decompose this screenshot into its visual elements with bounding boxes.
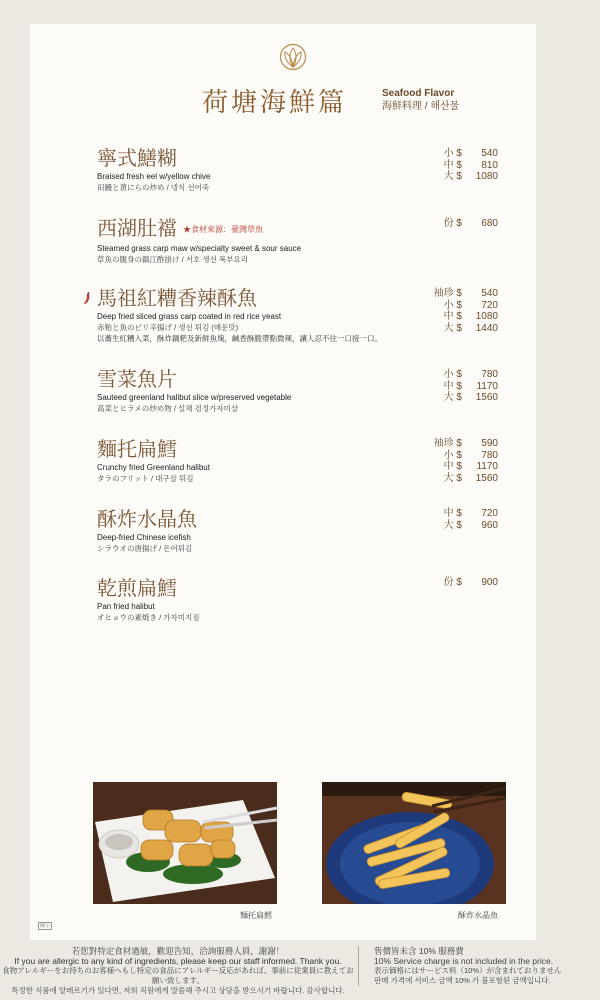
price-size: 份 $ [443,577,462,588]
service-charge-notice [374,946,594,986]
dish-name: 乾煎扁鱈 [97,576,177,600]
price-value: 960 [481,519,498,531]
price-size: 大 $ [443,472,462,484]
dish-name-jp-kr: 高菜とヒラメの炒め物 / 설채 검정가자미살 [97,404,239,413]
price-list [428,218,498,230]
price-size: 小 $ [443,148,462,159]
price-value: 540 [481,288,498,299]
price-value: 1560 [475,472,498,484]
service-charge-jp: 表示価格にはサービス料（10%）が含まれておりません [374,966,562,975]
price-value: 680 [481,218,498,229]
dish-name: 馬祖紅糟香辣酥魚 [97,286,257,310]
price-value: 1440 [475,322,498,334]
dish-name-en: Crunchy fried Greenland halibut [97,463,210,472]
allergy-notice-en: If you are allergic to any kind of ingredients, please keep our staff informed. Thank you. [14,956,342,966]
price-list [428,369,498,404]
price-size: 中 $ [443,380,462,392]
price-size: 份 $ [443,218,462,229]
allergy-notice-jp: 食物アレルギーをお持ちのお客様へもし特定の食品にアレルギー反応があれば、事前に従業員に教えてお願い致します。 [2,966,354,985]
service-charge-zh: 售價皆未含 10% 服務費 [374,946,464,956]
dish-name: 雪菜魚片 [97,367,177,391]
chili-pepper-icon [83,292,91,305]
dish-photo-fried-halibut [93,782,277,904]
price-list [428,288,498,334]
photo-caption: 麵托扁鱈 [240,911,272,920]
price-size: 中 $ [443,461,462,473]
dish-name-en: Pan fried halibut [97,602,155,611]
illustration-stamp: 圖示 [39,923,50,929]
price-size: 大 $ [443,519,462,531]
service-charge-kr: 판매 가격에 서비스 금액 10% 가 불포함된 금액입니다. [374,976,551,985]
price-value: 1170 [476,380,498,392]
dish-name-en: Braised fresh eel w/yellow chive [97,172,211,181]
price-size: 大 $ [443,322,462,334]
price-size: 袖珍 $ [433,438,462,449]
dish-description: 以蕎生紅糟入菜，酥炸鍋粑及新鮮魚塊，鹹香酥脆帶點微辣，讓人忍不住一口接一口。 [97,334,382,343]
dish-name-jp-kr: 田鰻と黄にらの炒め / 넹식 선어죽 [97,183,210,192]
price-value: 780 [481,449,498,461]
dish-name-jp-kr: 赤粕と魚のピリ辛揚げ / 생선 튀김 (매운맛) [97,323,239,332]
price-value: 720 [481,299,498,311]
dish-name-jp-kr: 草魚の腹身の鎮江酢掛け / 서호 생선 복부요리 [97,254,248,264]
price-value: 1170 [476,461,498,473]
lotus-logo-icon [279,43,307,71]
dish-name: 西湖肚襠 [97,216,177,240]
fried-halibut-image [93,782,277,904]
price-value: 810 [481,159,498,171]
price-size: 小 $ [443,369,462,380]
price-list [428,577,498,589]
price-size: 中 $ [443,508,462,519]
price-size: 袖珍 $ [433,288,462,299]
photo-caption: 酥炸水晶魚 [458,911,498,920]
price-list [428,508,498,531]
price-value: 590 [481,438,498,449]
footer-divider [358,946,359,986]
dish-name-en: Deep-fried Chinese icefish [97,533,191,542]
dish-name-en: Steamed grass carp maw w/specialty sweet & sour sauce [97,243,302,253]
fried-icefish-image [322,782,506,904]
dish-name-en: Deep fried sliced grass carp coated in red rice yeast [97,312,282,321]
price-value: 1080 [475,311,498,323]
price-size: 大 $ [443,171,462,183]
price-value: 720 [481,508,498,519]
dish-name-jp-kr: シラウオの唐揚げ / 은어튀김 [97,544,193,553]
section-title: 荷塘海鮮篇 [202,88,348,118]
dish-name-jp-kr: オヒョウの素焼き / 가자미지짐 [97,613,200,622]
price-value: 1560 [475,392,498,404]
dish-name-en: Sauteed greenland halibut slice w/preserved vegetable [97,393,292,402]
price-value: 780 [481,369,498,380]
price-value: 900 [481,577,498,588]
section-title-jk: 海鮮料理 / 해산물 [382,101,460,112]
ingredient-source-note: ★食材來源：臺灣草魚 [183,224,263,234]
dish-name: 麵托扁鱈 [97,437,177,461]
price-value: 1080 [475,171,498,183]
dish-name-jp-kr: タラのフリット / 대구살 튀김 [97,474,194,483]
price-size: 中 $ [443,159,462,171]
price-list [428,148,498,183]
allergy-notice-kr: 특정한 식품에 알레르기가 있다면, 저희 직원에게 말씀해 주시고 상담을 받으시기 바랍니다. 감사합니다. [11,986,345,995]
menu-page [30,24,536,940]
price-size: 大 $ [443,392,462,404]
price-value: 540 [481,148,498,159]
dish-name: 酥炸水晶魚 [97,507,197,531]
price-size: 中 $ [443,311,462,323]
service-charge-en: 10% Service charge is not included in the price. [374,956,554,966]
price-size: 小 $ [443,449,462,461]
dish-photo-icefish [322,782,506,904]
allergy-notice [0,946,356,996]
section-subtitle [382,87,459,113]
price-list [428,438,498,484]
dish-name: 寧式鱔糊 [97,146,177,170]
price-size: 小 $ [443,299,462,311]
allergy-notice-zh: 若您對特定食材過敏，歡迎告知，洽詢服務人員，謝謝！ [71,946,285,956]
section-title-en: Seafood Flavor [382,88,455,99]
